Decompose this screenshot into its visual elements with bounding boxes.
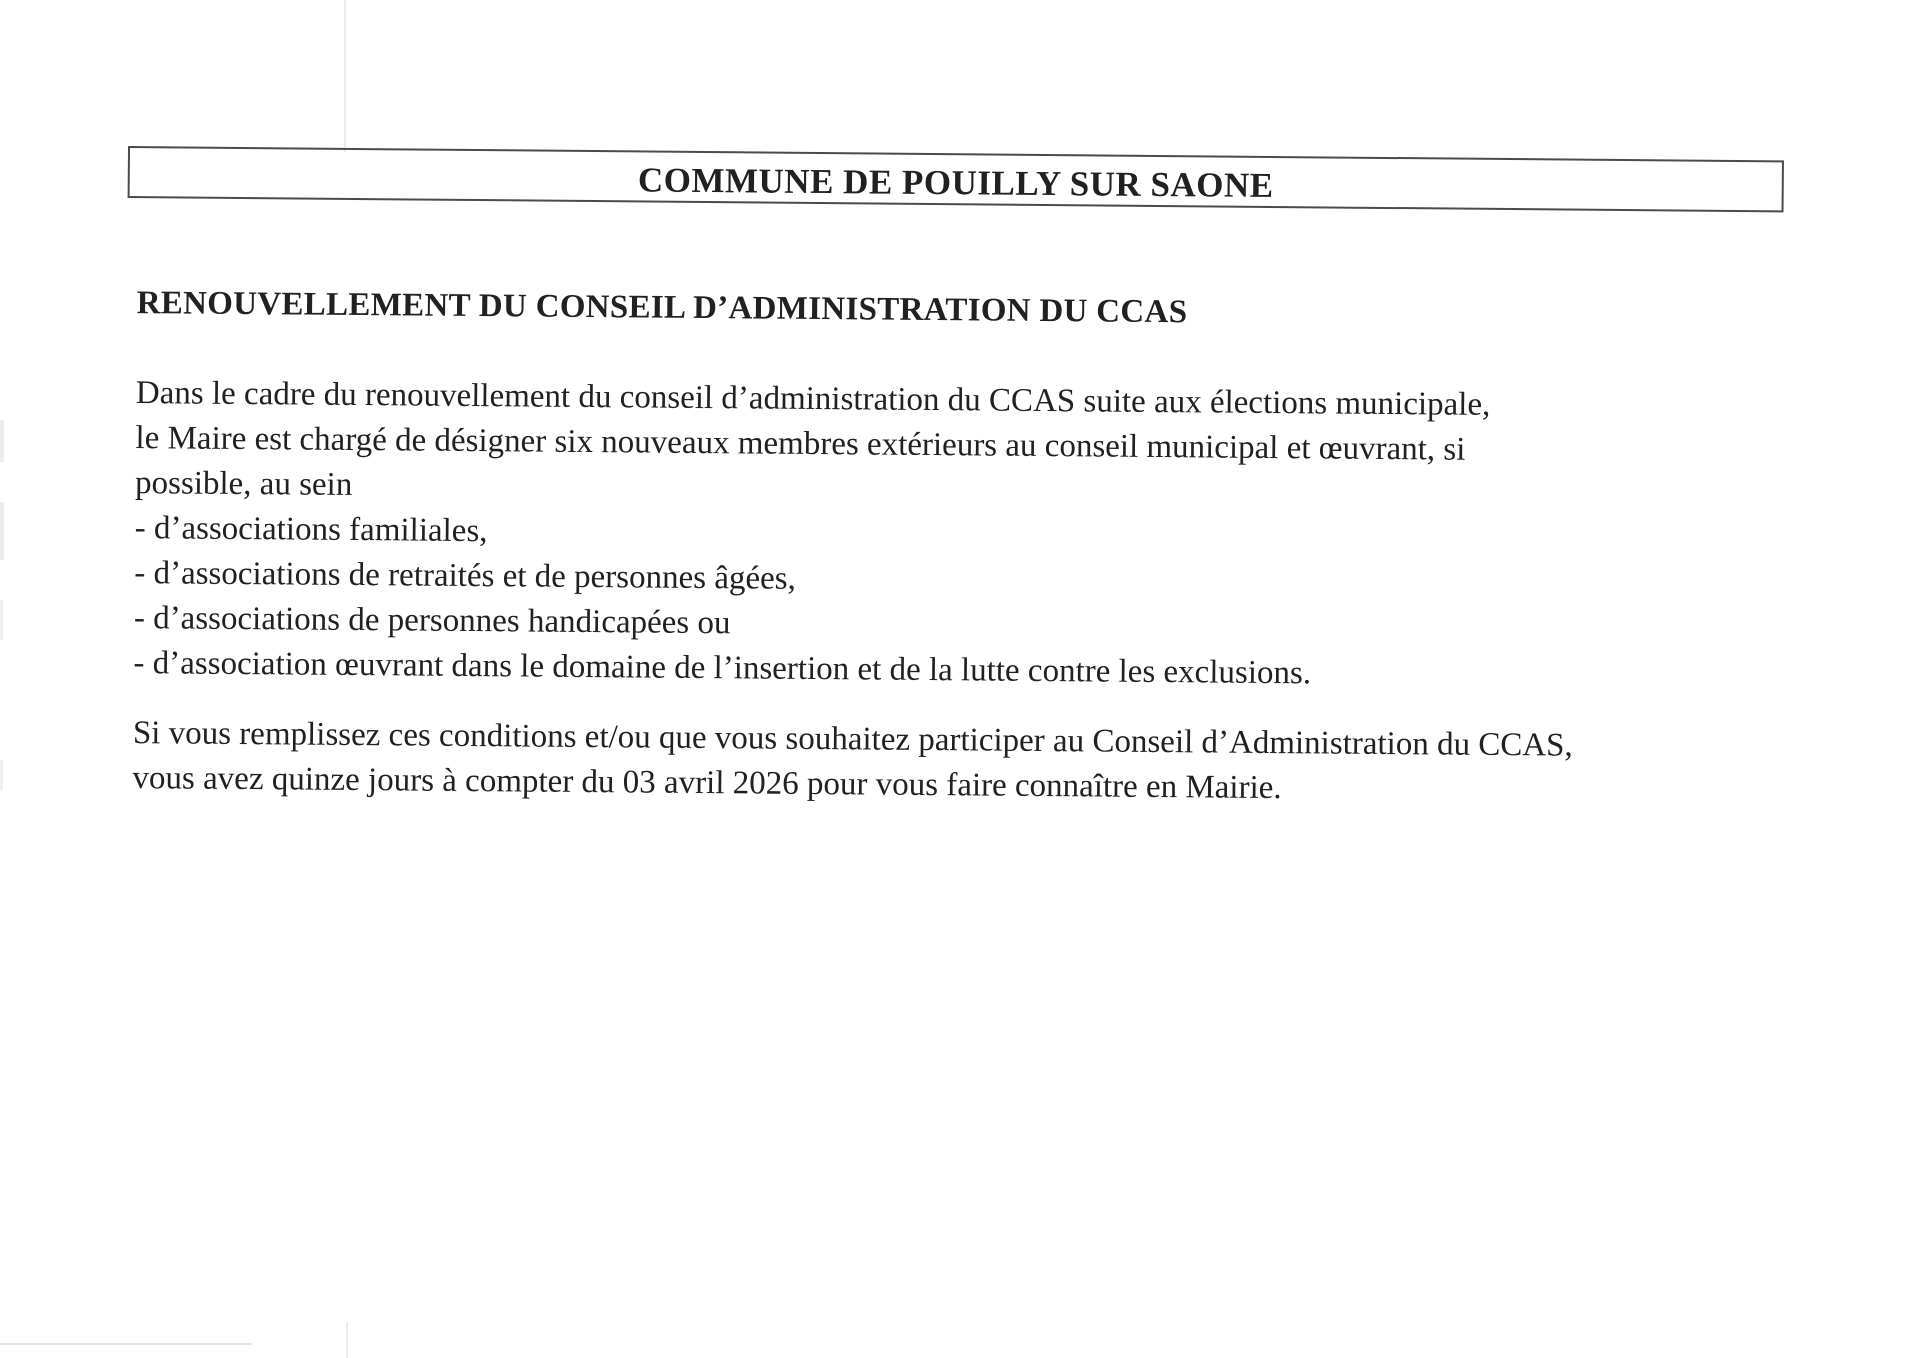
closing-line: Si vous remplissez ces conditions et/ou que vous souhaitez participer au Conseil d’Administration du CCAS, <box>132 715 1573 764</box>
intro-paragraph <box>135 371 1816 521</box>
list-item: - d’associations de retraités et de personnes âgées, <box>134 555 797 597</box>
closing-line: vous avez quinze jours à compter du 03 avril 2026 pour vous faire connaître en Mairie. <box>132 760 1282 807</box>
notice-body <box>132 371 1816 816</box>
notice-heading: RENOUVELLEMENT DU CONSEIL D’ADMINISTRATION DU CCAS <box>136 285 1188 331</box>
closing-paragraph <box>132 711 1813 816</box>
commune-title: COMMUNE DE POUILLY SUR SAONE <box>637 160 1274 205</box>
notice-header-box <box>128 146 1784 212</box>
association-list <box>133 506 1815 701</box>
list-item: - d’associations de personnes handicapées ou <box>133 600 731 642</box>
list-item: - d’association œuvrant dans le domaine de l’insertion et de la lutte contre les exclusions. <box>133 645 1312 692</box>
intro-line: Dans le cadre du renouvellement du conseil d’administration du CCAS suite aux élections municipale, <box>135 375 1491 423</box>
intro-line: le Maire est chargé de désigner six nouveaux membres extérieurs au conseil municipal et œuvrant, si <box>135 420 1466 468</box>
list-item: - d’associations familiales, <box>134 510 488 550</box>
intro-line: possible, au sein <box>134 465 353 503</box>
